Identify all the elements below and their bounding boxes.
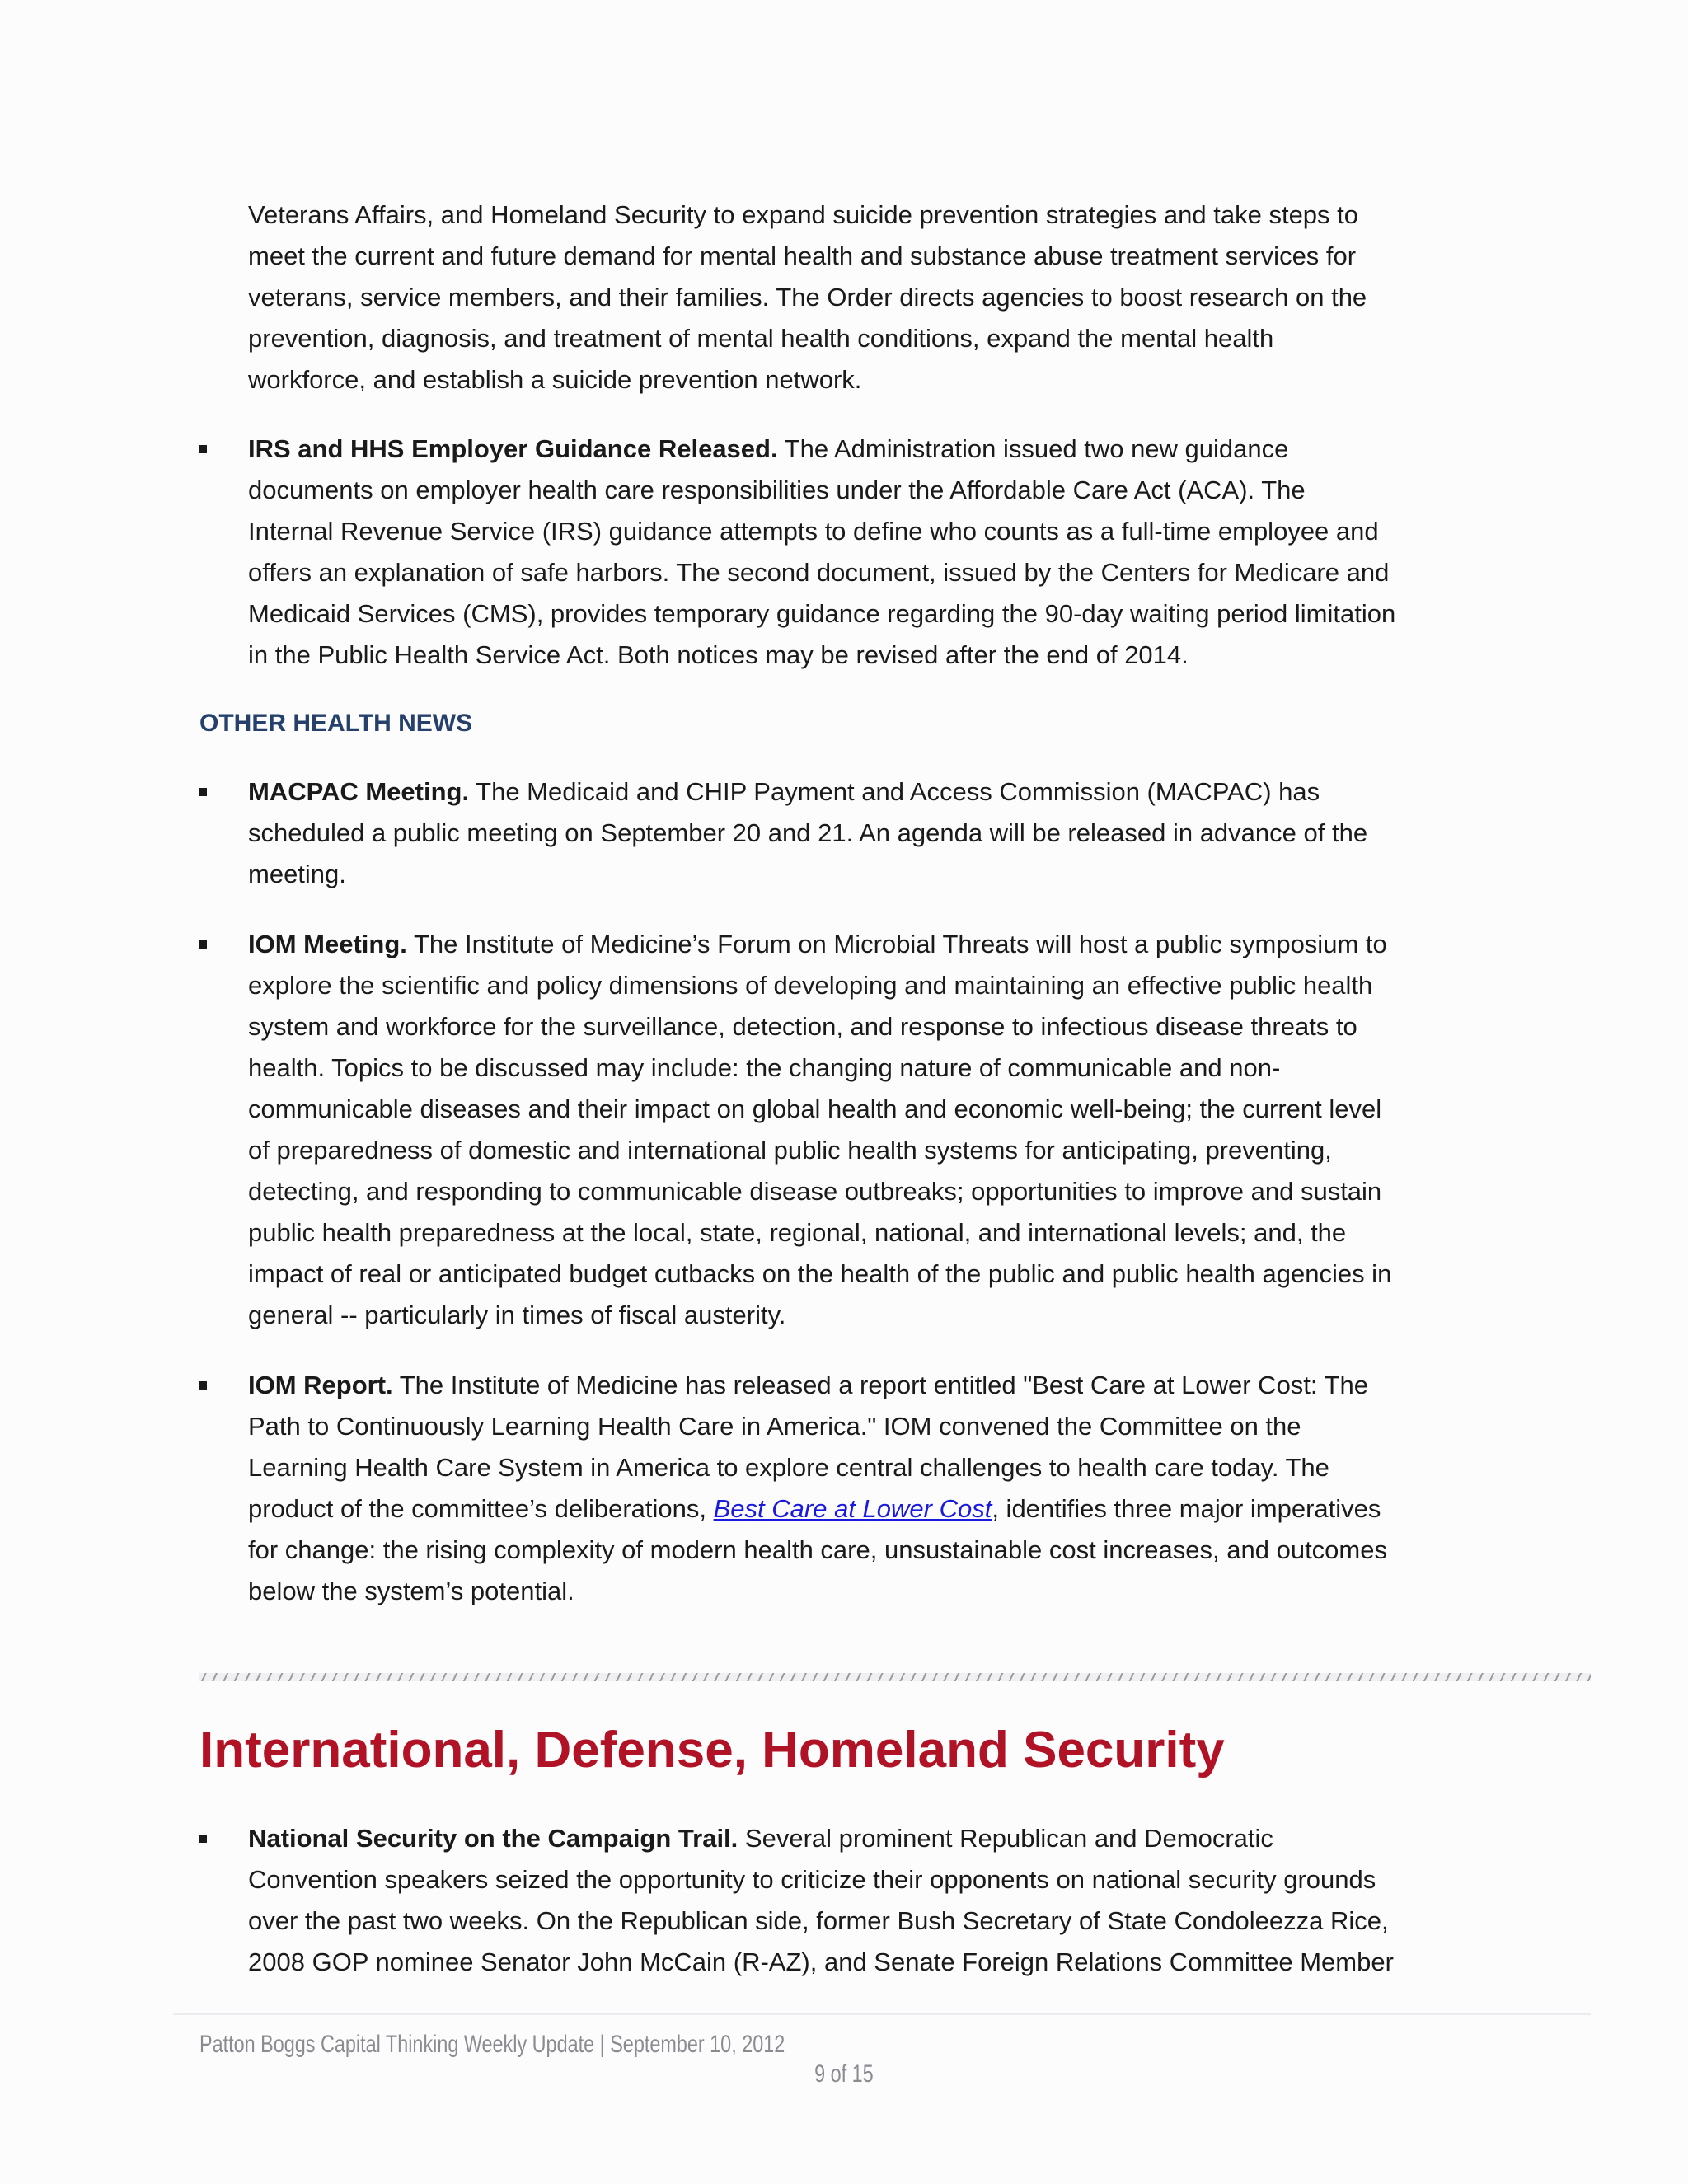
text-segment: The Institute of Medicine has released a report entitled "Best Care at Lower Cost: The [392, 1371, 1368, 1399]
text-segment: scheduled a public meeting on September 20 and 21. An agenda will be released in advance of the [248, 818, 1368, 847]
text-line [248, 1406, 1387, 1447]
text-segment: prevention, diagnosis, and treatment of mental health conditions, expand the mental health [248, 324, 1274, 353]
item-title: IOM Meeting. [248, 930, 407, 958]
text-segment: meeting. [248, 860, 346, 888]
bullet-irs-hhs-guidance [248, 429, 1395, 676]
text-segment: Veterans Affairs, and Homeland Security to expand suicide prevention strategies and take steps to [248, 200, 1359, 229]
text-line [248, 965, 1391, 1006]
text-segment: product of the committee’s deliberations, [248, 1494, 714, 1523]
text-line [248, 359, 1367, 401]
text-line [248, 924, 1391, 965]
text-segment: veterans, service members, and their families. The Order directs agencies to boost research on the [248, 283, 1367, 312]
section-divider [199, 1673, 1591, 1681]
text-line [248, 1295, 1391, 1336]
text-segment: of preparedness of domestic and international public health systems for anticipating, preventing, [248, 1136, 1332, 1165]
item-title: National Security on the Campaign Trail. [248, 1824, 738, 1853]
text-line [248, 277, 1367, 318]
footer-text: Patton Boggs Capital Thinking Weekly Update | September 10, 2012 [199, 2031, 785, 2058]
text-line [248, 1254, 1391, 1295]
text-line [248, 1212, 1391, 1254]
page-number-wrap [0, 2060, 1688, 2089]
text-line [248, 1130, 1391, 1171]
item-title: IRS and HHS Employer Guidance Released. [248, 434, 778, 463]
text-line [248, 470, 1395, 511]
subheading-other-health-news: OTHER HEALTH NEWS [199, 710, 473, 737]
text-segment: Learning Health Care System in America to explore central challenges to health care today. The [248, 1453, 1329, 1482]
text-line [248, 1171, 1391, 1212]
text-line [248, 1818, 1394, 1859]
text-segment: offers an explanation of safe harbors. The second document, issued by the Centers for Medicare and [248, 558, 1390, 587]
text-line [248, 635, 1395, 676]
text-line [248, 1089, 1391, 1130]
footer-rule [173, 2013, 1591, 2015]
text-line [248, 593, 1395, 635]
text-segment: The Administration issued two new guidance [777, 434, 1289, 463]
text-segment: Internal Revenue Service (IRS) guidance attempts to define who counts as a full-time employee and [248, 517, 1379, 546]
text-segment: Medicaid Services (CMS), provides temporary guidance regarding the 90-day waiting period limitation [248, 599, 1396, 628]
text-segment: , identifies three major imperatives [992, 1494, 1381, 1523]
text-segment: impact of real or anticipated budget cutbacks on the health of the public and public health agencies in [248, 1259, 1392, 1288]
text-segment: system and workforce for the surveillance, detection, and response to infectious disease threats to [248, 1012, 1357, 1041]
text-segment: Several prominent Republican and Democratic [738, 1824, 1273, 1853]
text-line [248, 1530, 1387, 1571]
text-segment: meet the current and future demand for mental health and substance abuse treatment services for [248, 241, 1357, 270]
bullet-iom-report [248, 1365, 1387, 1612]
text-line [248, 1447, 1387, 1488]
text-line [248, 1006, 1391, 1047]
bullet-icon [199, 445, 207, 453]
section-heading: International, Defense, Homeland Security [199, 1722, 1225, 1779]
text-line [248, 854, 1367, 895]
report-link[interactable]: Best Care at Lower Cost [713, 1494, 992, 1523]
text-segment: general -- particularly in times of fiscal austerity. [248, 1301, 786, 1329]
text-line [248, 1942, 1394, 1983]
text-line [248, 813, 1367, 854]
text-segment: The Institute of Medicine’s Forum on Microbial Threats will host a public symposium to [406, 930, 1387, 958]
text-segment: health. Topics to be discussed may include: the changing nature of communicable and non- [248, 1053, 1281, 1082]
text-line [248, 1047, 1391, 1089]
text-line [248, 1571, 1387, 1612]
text-segment: Path to Continuously Learning Health Care in America." IOM convened the Committee on the [248, 1412, 1301, 1441]
text-line [248, 1859, 1394, 1900]
bullet-icon [199, 1381, 207, 1390]
bullet-icon [199, 1835, 207, 1843]
text-segment: 2008 GOP nominee Senator John McCain (R-AZ), and Senate Foreign Relations Committee Member [248, 1947, 1394, 1976]
bullet-icon [199, 788, 207, 796]
text-segment: for change: the rising complexity of modern health care, unsustainable cost increases, and outcomes [248, 1535, 1387, 1564]
text-line [248, 429, 1395, 470]
text-segment: workforce, and establish a suicide prevention network. [248, 365, 862, 394]
text-segment: communicable diseases and their impact on global health and economic well-being; the current level [248, 1094, 1382, 1123]
text-segment: public health preparedness at the local, state, regional, national, and international levels; and, the [248, 1218, 1347, 1247]
bullet-iom-meeting [248, 924, 1391, 1336]
text-line [248, 236, 1367, 277]
text-line [248, 318, 1367, 359]
text-segment: Convention speakers seized the opportunity to criticize their opponents on national security grounds [248, 1865, 1376, 1894]
bullet-icon [199, 940, 207, 949]
text-line [248, 771, 1367, 813]
text-segment: documents on employer health care responsibilities under the Affordable Care Act (ACA). The [248, 476, 1306, 504]
text-line [248, 552, 1395, 593]
text-segment: below the system’s potential. [248, 1577, 574, 1605]
text-line [248, 1900, 1394, 1942]
item-title: MACPAC Meeting. [248, 777, 470, 806]
text-segment: detecting, and responding to communicable disease outbreaks; opportunities to improve and sustain [248, 1177, 1382, 1206]
text-line [248, 194, 1367, 236]
text-line [248, 1488, 1387, 1530]
text-segment: explore the scientific and policy dimensions of developing and maintaining an effective public health [248, 971, 1373, 1000]
text-segment: over the past two weeks. On the Republican side, former Bush Secretary of State Condoleezza Rice, [248, 1906, 1389, 1935]
text-segment: in the Public Health Service Act. Both notices may be revised after the end of 2014. [248, 640, 1189, 669]
text-line [248, 1365, 1387, 1406]
page-number: 9 of 15 [814, 2060, 874, 2088]
text-line [248, 511, 1395, 552]
bullet-national-security [248, 1818, 1394, 1983]
bullet-macpac-meeting [248, 771, 1367, 895]
text-segment: The Medicaid and CHIP Payment and Access Commission (MACPAC) has [469, 777, 1320, 806]
paragraph-veterans [248, 194, 1367, 401]
item-title: IOM Report. [248, 1371, 393, 1399]
